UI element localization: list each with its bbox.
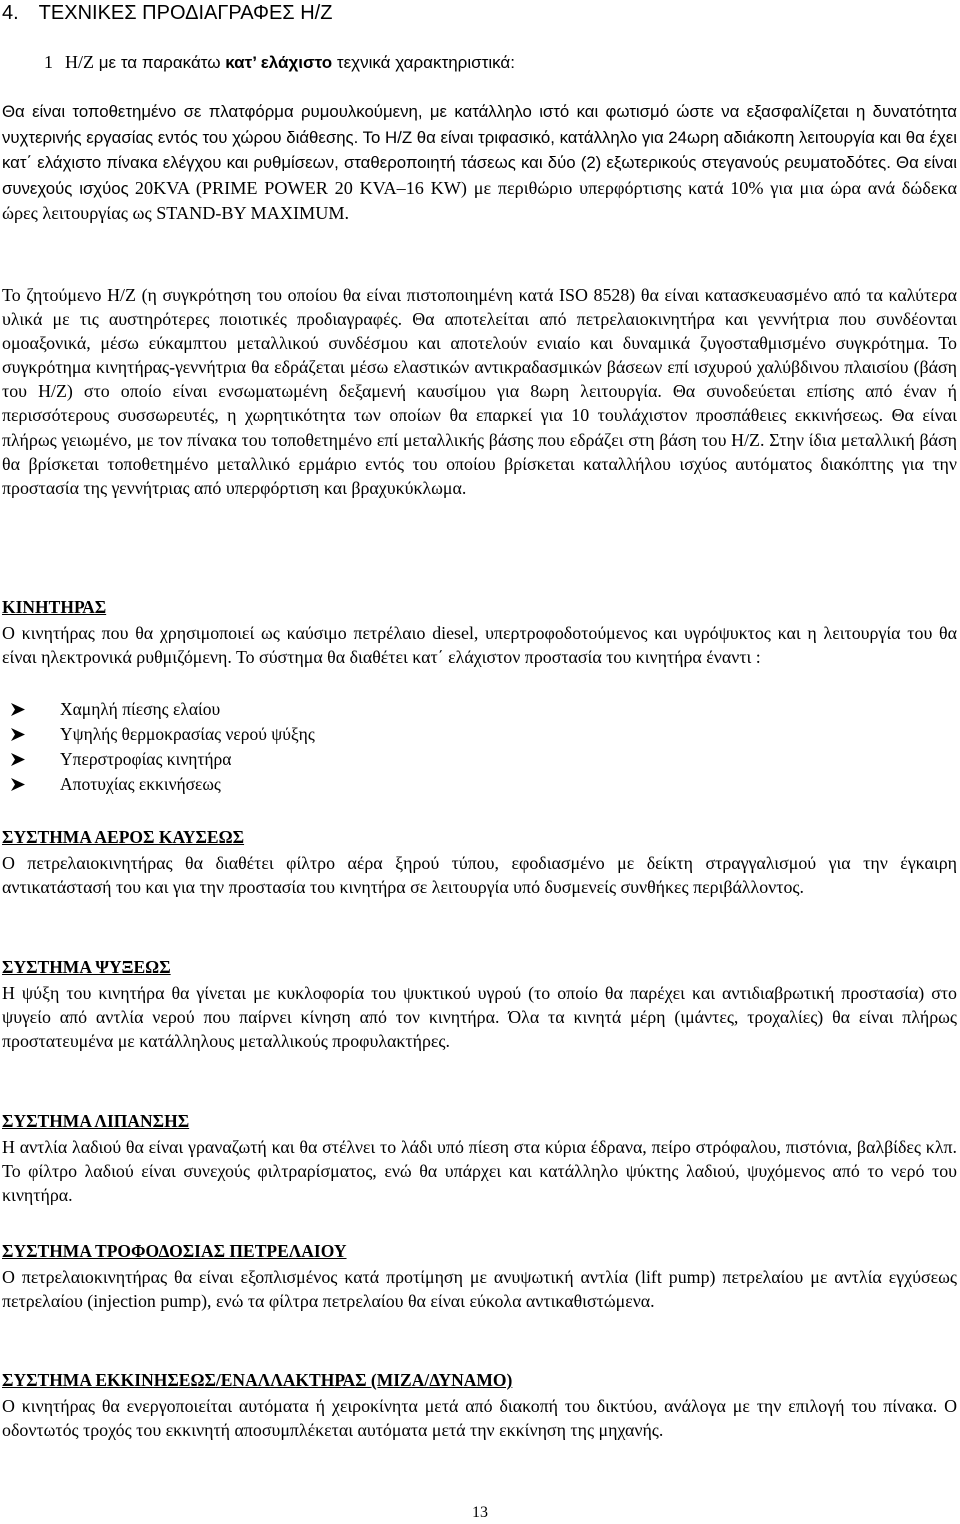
air-heading: ΣΥΣΤΗΜΑ ΑΕΡΟΣ ΚΑΥΣΕΩΣ [2, 827, 245, 847]
subtitle-prefix: Η/Ζ [65, 52, 94, 72]
list-item [2, 772, 502, 797]
starter-paragraph: Ο κινητήρας θα ενεργοποιείται αυτόματα ή χειροκίνητα μετά από διακοπή του δικτύου, ανάλογα με την επιλογή του πίνακα. Ο οδοντωτός τροχός του εκκινητή αποσυμπλέκεται αυτόματα μετά την εκκίνηση της μηχανής. [2, 1396, 957, 1441]
arrow-bullet-icon [2, 702, 60, 717]
fuel-paragraph: Ο πετρελαιοκινητήρας θα είναι εξοπλισμένος κατά προτίμηση με ανυψωτική αντλία (lift pump) πετρελαίου με αντλία εγχύσεως πετρελαίου (injection pump), ενώ τα φίλτρα πετρελαίου θα είναι εύκολα αντικαθιστώμενα. [2, 1267, 957, 1312]
list-item-text: Χαμηλή πίεσης ελαίου [60, 699, 221, 719]
air-paragraph: Ο πετρελαιοκινητήρας θα διαθέτει φίλτρο αέρα ξηρού τύπου, εφοδιασμένο με δείκτη στραγγαλισμού για την έγκαιρη αντικατάστασή του και για την προστασία του κινητήρα σε λειτουργία υπό δυσμενείς συνθήκες περιβάλλοντος. [2, 853, 957, 898]
list-item-text: Αποτυχίας εκκινήσεως [60, 774, 221, 794]
starter-heading: ΣΥΣΤΗΜΑ ΕΚΚΙΝΗΣΕΩΣ/ΕΝΑΛΛΑΚΤΗΡΑΣ (ΜΙΖΑ/ΔΥΝΑΜΟ) [2, 1370, 513, 1390]
lubrication-heading: ΣΥΣΤΗΜΑ ΛΙΠΑΝΣΗΣ [2, 1111, 190, 1131]
subtitle-middle: με τα παρακάτω [94, 53, 226, 72]
engine-heading: ΚΙΝΗΤΗΡΑΣ [2, 597, 107, 617]
subtitle-emphasis: κατ’ ελάχιστο [225, 53, 333, 72]
engine-protection-list [2, 697, 502, 797]
description-paragraph: Το ζητούμενο Η/Ζ (η συγκρότηση του οποίου θα είναι πιστοποιημένη κατά ISO 8528) θα είναι κατασκευασμένο από τα καλύτερα υλικά με τις αυστηρότερες ποιοτικές προδιαγραφές. Θα αποτελείται από πετρελαιοκινητήρα και γεννήτρια που συνδέονται ομοαξονικά, μέσω εύκαμπτου μεταλλικού συνδέσμου και αποτελούν ενιαίο και δυναμικά ζυγοσταθμισμένο συγκρότημα. Το συγκρότημα κινητήρας-γεννήτρια θα εδράζεται μέσω ελαστικών αντικραδασμικών βάσεων επί ισχυρού χαλύβδινου πλαισίου (βάση του Η/Ζ) στο οποίο είναι ενσωματωμένη δεξαμενή καυσίμου για 8ωρη λειτουργία. Θα συνοδεύεται επίσης από έναν ή περισσότερους συσσωρευτές, η χωρητικότητα των οποίων θα επαρκεί για 10 τουλάχιστον προσπάθειες εκκινήσεως. Θα είναι πλήρως γειωμένο, με τον πίνακα του τοποθετημένο επί μεταλλικής βάσης που εδράζει στη βάση του Η/Ζ. Στην ίδια μεταλλική βάση θα βρίσκεται τοποθετημένο μεταλλικό ερμάριο εντός του οποίου βρίσκεται καταλλήλου ισχύος αυτόματος διακόπτης για την προστασία της γεννήτριας από υπερφόρτιση και βραχυκύκλωμα. [2, 285, 957, 498]
page-number: 13 [472, 1504, 488, 1521]
subtitle-suffix: τεχνικά χαρακτηριστικά: [332, 53, 515, 72]
list-item [2, 697, 502, 722]
lubrication-paragraph: Η αντλία λαδιού θα είναι γραναζωτή και θα στέλνει το λάδι υπό πίεση στα κύρια έδρανα, πείρο στρόφαλου, πιστόνια, βαλβίδες κλπ. Το φίλτρο λαδιού είναι συνεχούς φιλτραρίσματος, ενώ θα υπάρχει και κατάλληλο ψύκτης λαδιού, ψυχόμενος από το νερό του κινητήρα. [2, 1137, 957, 1206]
arrow-bullet-icon [2, 752, 60, 767]
cooling-paragraph: Η ψύξη του κινητήρα θα γίνεται με κυκλοφορία του ψυκτικού υγρού (το οποίο θα παρέχει και αντιδιαβρωτική προστασία) στο ψυγείο από αντλία νερού που παίρνει κίνηση από τον κινητήρα. Όλα τα κινητά μέρη (ιμάντες, τροχαλίες) θα είναι πλήρως προστατευμένα με κατάλληλους μεταλλικούς προφυλακτήρες. [2, 983, 957, 1052]
spec-subtitle [44, 50, 515, 75]
list-item [2, 722, 502, 747]
intro-paragraph [2, 99, 957, 227]
fuel-heading: ΣΥΣΤΗΜΑ ΤΡΟΦΟΔΟΣΙΑΣ ΠΕΤΡΕΛΑΙΟΥ [2, 1241, 347, 1261]
intro-text-sans: Θα είναι τοποθετημένο σε πλατφόρμα ρυμουλκούμενη, με κατάλληλο ιστό και φωτισμό ώστε να εξασφαλίζεται η δυνατότητα νυχτερινής εργασίας εντός του χώρου διάθεσης. Το Η/Ζ θα είναι τριφασικό, κατάλληλο για 24ωρη αδιάκοπη λειτουργία και θα έχει κατ΄ ελάχιστο πίνακα ελέγχου και ρυθμίσεων, σταθεροποιητή τάσεως και δύο (2) εξωτερικούς στεγανούς ρευματοδότες. Θα είναι συνεχούς ισχύος [2, 102, 957, 198]
intro-text-serif: 20KVA (PRIME POWER 20 KVA–16 KW) με περιθώριο υπερφόρτισης κατά 10% για μια ώρα ανά δώδεκα ώρες λειτουργίας ως STAND-BY MAXIMUM. [2, 177, 957, 223]
engine-paragraph: Ο κινητήρας που θα χρησιμοποιεί ως καύσιμο πετρέλαιο diesel, υπερτροφοδοτούμενος και υγρόψυκτος και η λειτουργία του θα είναι ηλεκτρονικά ρυθμιζόμενη. Το σύστημα θα διαθέτει κατ΄ ελάχιστον προστασία του κινητήρα έναντι : [2, 623, 957, 668]
arrow-bullet-icon [2, 727, 60, 742]
arrow-bullet-icon [2, 777, 60, 792]
list-item-text: Υψηλής θερμοκρασίας νερού ψύξης [60, 724, 315, 744]
list-item-text: Υπερστροφίας κινητήρα [60, 749, 232, 769]
list-item [2, 747, 502, 772]
section-title: 4. ΤΕΧΝΙΚΕΣ ΠΡΟΔΙΑΓΡΑΦΕΣ Η/Ζ [2, 2, 333, 24]
subtitle-number: 1 [44, 52, 53, 72]
cooling-heading: ΣΥΣΤΗΜΑ ΨΥΞΕΩΣ [2, 957, 171, 977]
